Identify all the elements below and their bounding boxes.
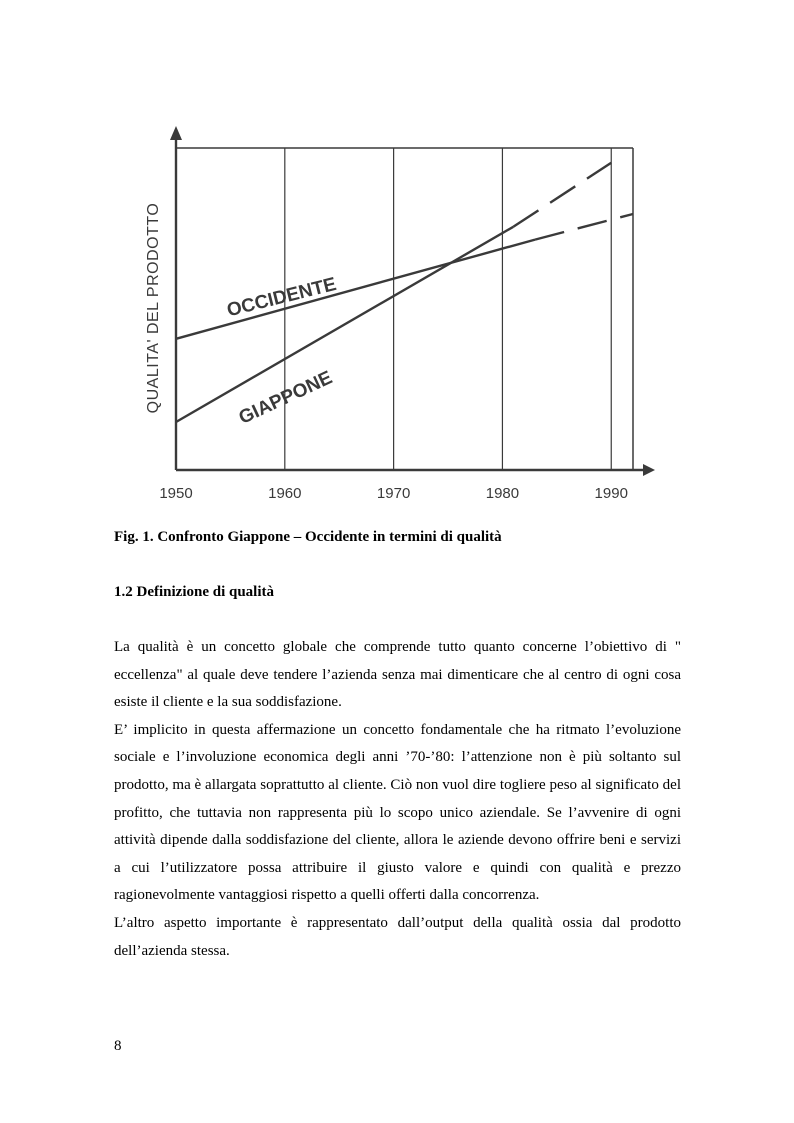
paragraph: E’ implicito in questa affermazione un concetto fondamentale che ha ritmato l’evoluzione sociale e l’involuzione economica degli anni ’70-’80: l’attenzione non è più soltanto sul prodotto, ma è allargata soprattutto al cliente. Ciò non vuol dire togliere peso al significato del profitto, che tuttavia non rappresenta più lo scopo unico aziendale. Se l’avvenire di ogni attività dipende dalla soddisfazione del cliente, allora le aziende devono offrire beni e servizi a cui l’utilizzatore possa attribuire il giusto valore e quindi con qualità e prezzo ragionevolmente vantaggiosi rispetto a quelli offerti dalla concorrenza. [114,721,681,904]
x-tick-label: 1970 [376,485,411,502]
x-tick-label: 1990 [594,485,628,502]
x-axis-arrow [643,464,655,476]
x-tick-label: 1960 [268,485,302,502]
series-projection-occidente [535,214,633,240]
x-tick-label: 1980 [485,485,520,502]
x-tick-label: 1950 [159,485,193,502]
y-axis-arrow [170,126,182,140]
y-axis-label: QUALITA' DEL PRODOTTO [145,202,162,414]
figure-caption: Fig. 1. Confronto Giappone – Occidente in termini di qualità [114,529,502,545]
body-text [114,634,681,965]
series-projection-giappone [513,163,611,227]
series-label-giappone: GIAPPONE [235,367,336,429]
paragraph: La qualità è un concetto globale che comprende tutto quanto concerne l’obiettivo di " eccellenza" al quale deve tendere l’azienda senza mai dimenticare che al centro di ogni cosa esiste il cliente e la sua soddisfazione. [114,639,681,711]
paragraph: L’altro aspetto importante è rappresentato dall’output della qualità ossia dal prodotto dell’azienda stessa. [114,914,681,959]
series-line-occidente [176,240,535,339]
chart-series [176,163,633,422]
series-label-occidente: OCCIDENTE [224,273,339,322]
page-number: 8 [114,1038,122,1054]
section-title: 1.2 Definizione di qualità [114,584,275,600]
chart-labels [145,203,628,502]
quality-comparison-chart [0,0,794,520]
